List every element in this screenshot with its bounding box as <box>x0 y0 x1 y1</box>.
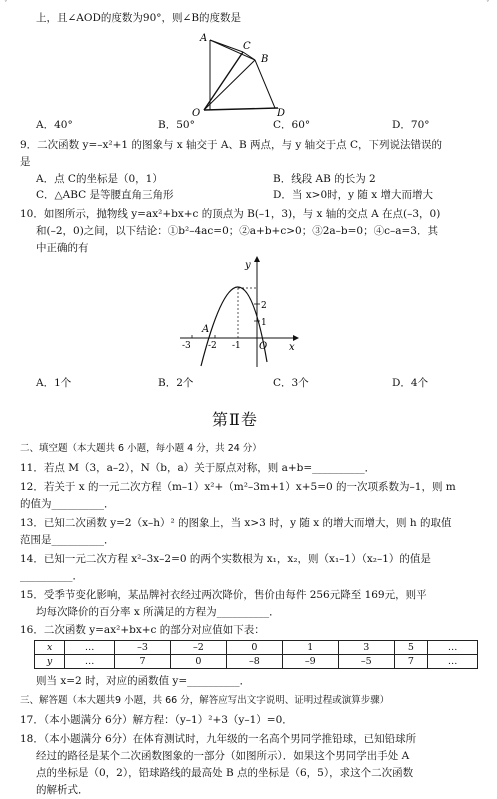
table-cell: 7 <box>115 655 171 669</box>
q10-label-a: A <box>202 324 210 335</box>
q9-option-c: C．△ABC 是等腰直角三角形 <box>36 189 174 201</box>
q18-line-4: 的解析式． <box>36 784 89 796</box>
q8-option-c: C．60° <box>273 119 311 131</box>
q8-option-b: B．50° <box>158 119 195 131</box>
q11-text: 11．若点 M（3，a–2），N（b，a）关于原点对称，则 a+b=__________． <box>20 462 376 474</box>
q9-line-1: 9．二次函数 y=–x²+1 的图象与 x 轴交于 A、B 两点，与 y 轴交于点 C，下列说法错误的 <box>20 139 442 151</box>
q8-option-d: D．70° <box>392 119 430 131</box>
arrow-up-icon <box>254 256 260 262</box>
q10-label-2: 2 <box>261 301 267 311</box>
q10-label-m3: -3 <box>182 341 191 351</box>
corner-mark-right: ˇ <box>486 0 490 8</box>
q8-label-b: B <box>261 54 269 65</box>
table-cell: –5 <box>338 655 394 669</box>
q18-line-1: 18．（本小题满分 6分）在体育测试时，九年级的一名高个男同学推铅球，已知铅球所 <box>20 733 417 745</box>
table-cell: 5 <box>394 641 427 655</box>
q15-line-1: 15．受季节变化影响，某品牌衬衣经过两次降价，售价由每件 256元降至 169元，则平 <box>20 589 427 601</box>
table-cell: … <box>65 655 115 669</box>
q10-option-a: A．1个 <box>36 377 72 389</box>
q9-line-2: 是 <box>20 156 31 168</box>
q10-label-o: O <box>259 341 268 352</box>
q8-label-d: D <box>277 108 286 119</box>
q12-line-1: 12．若关于 x 的一元二次方程（m–1）x²+（m²–3m+1）x+5=0 的一次项系数为–1，则 m <box>20 481 456 493</box>
q14-line-2: __________． <box>20 570 83 582</box>
part3-heading: 三、解答题（本大题共9 小题，共 66 分，解答应写出文字说明、证明过程或演算步骤） <box>20 695 390 706</box>
q10-label-x: x <box>289 342 295 353</box>
q16-value-table <box>34 640 478 669</box>
q10-line-1: 10．如图所示，抛物线 y=ax²+bx+c 的顶点为 B(–1，3)，与 x 轴的交点 A 在点(–3，0) <box>20 208 441 220</box>
q8-option-a: A．40° <box>36 119 73 131</box>
q9-option-a: A．点 C的坐标是（0，1） <box>36 173 163 185</box>
q8-stem: 上，且∠AOD的度数为90°，则∠B的度数是 <box>36 12 242 24</box>
q10-label-y: y <box>245 260 251 271</box>
table-cell: 7 <box>394 655 427 669</box>
q15-line-2: 均每次降价的百分率 x 所满足的方程为__________． <box>36 606 280 618</box>
table-cell: x <box>35 641 65 655</box>
q14-line-1: 14．已知一元二次方程 x²–3x–2=0 的两个实数根为 x₁，x₂，则（x₁–1）（x₂–1）的值是 <box>20 553 431 565</box>
q8-label-o: O <box>192 108 201 119</box>
q10-option-c: C．3个 <box>273 377 309 389</box>
q10-option-d: D．4个 <box>392 377 429 389</box>
q10-line-3: 中正确的有 <box>36 242 89 254</box>
q13-line-2: 范围是__________． <box>20 534 115 546</box>
table-row <box>35 641 478 655</box>
table-cell: 1 <box>282 641 338 655</box>
table-cell: –2 <box>170 641 226 655</box>
corner-mark-left: ˇ <box>4 0 8 8</box>
q12-line-2: 的值为__________． <box>20 498 115 510</box>
q9-option-b: B．线段 AB 的长为 2 <box>273 173 376 185</box>
table-row <box>35 655 478 669</box>
q10-line-2: 和(–2，0)之间，以下结论：①b²–4ac=0；②a+b+c>0；③2a–b=0；④c–a=3．其 <box>36 225 438 237</box>
table-cell: … <box>65 641 115 655</box>
q10-label-m2: -2 <box>208 341 217 351</box>
q10-label-m1: -1 <box>232 341 241 351</box>
q10-graph <box>175 252 310 372</box>
q17-text: 17．（本小题满分 6分）解方程：（y–1）²+3（y–1）=0． <box>20 714 293 726</box>
table-cell: –8 <box>226 655 282 669</box>
table-cell: –3 <box>115 641 171 655</box>
q13-line-1: 13．已知二次函数 y=2（x–h）² 的图象上，当 x>3 时，y 随 x 的增大而增大，则 h 的取值 <box>20 517 452 529</box>
q10-label-1: 1 <box>261 318 267 328</box>
q18-line-2: 经过的路径是某个二次函数图象的一部分（如图所示）．如果这个男同学出手处 A <box>36 750 410 762</box>
table-cell: –9 <box>282 655 338 669</box>
table-cell: … <box>428 655 478 669</box>
q8-label-a: A <box>200 33 208 44</box>
q10-option-b: B．2个 <box>158 377 194 389</box>
table-cell: 3 <box>338 641 394 655</box>
arrow-right-icon <box>293 335 299 341</box>
table-cell: … <box>428 641 478 655</box>
q18-line-3: 点的坐标是（0，2），铅球路线的最高处 B 点的坐标是（6，5），求这个二次函数 <box>36 767 414 779</box>
table-cell: 0 <box>226 641 282 655</box>
q16-line-2: 则当 x=2 时，对应的函数值 y=__________． <box>36 675 251 687</box>
q8-label-c: C <box>243 41 251 52</box>
table-cell: y <box>35 655 65 669</box>
q16-line-1: 16．二次函数 y=ax²+bx+c 的部分对应值如下表： <box>20 624 265 636</box>
section-title: 第Ⅱ卷 <box>212 410 258 429</box>
q9-option-d: D．当 x>0时，y 随 x 增大而增大 <box>273 189 434 201</box>
q8-figure <box>190 28 290 120</box>
part2-heading: 二、填空题（本大题共 6 小题，每小题 4 分，共 24 分） <box>20 443 262 454</box>
table-cell: 0 <box>170 655 226 669</box>
